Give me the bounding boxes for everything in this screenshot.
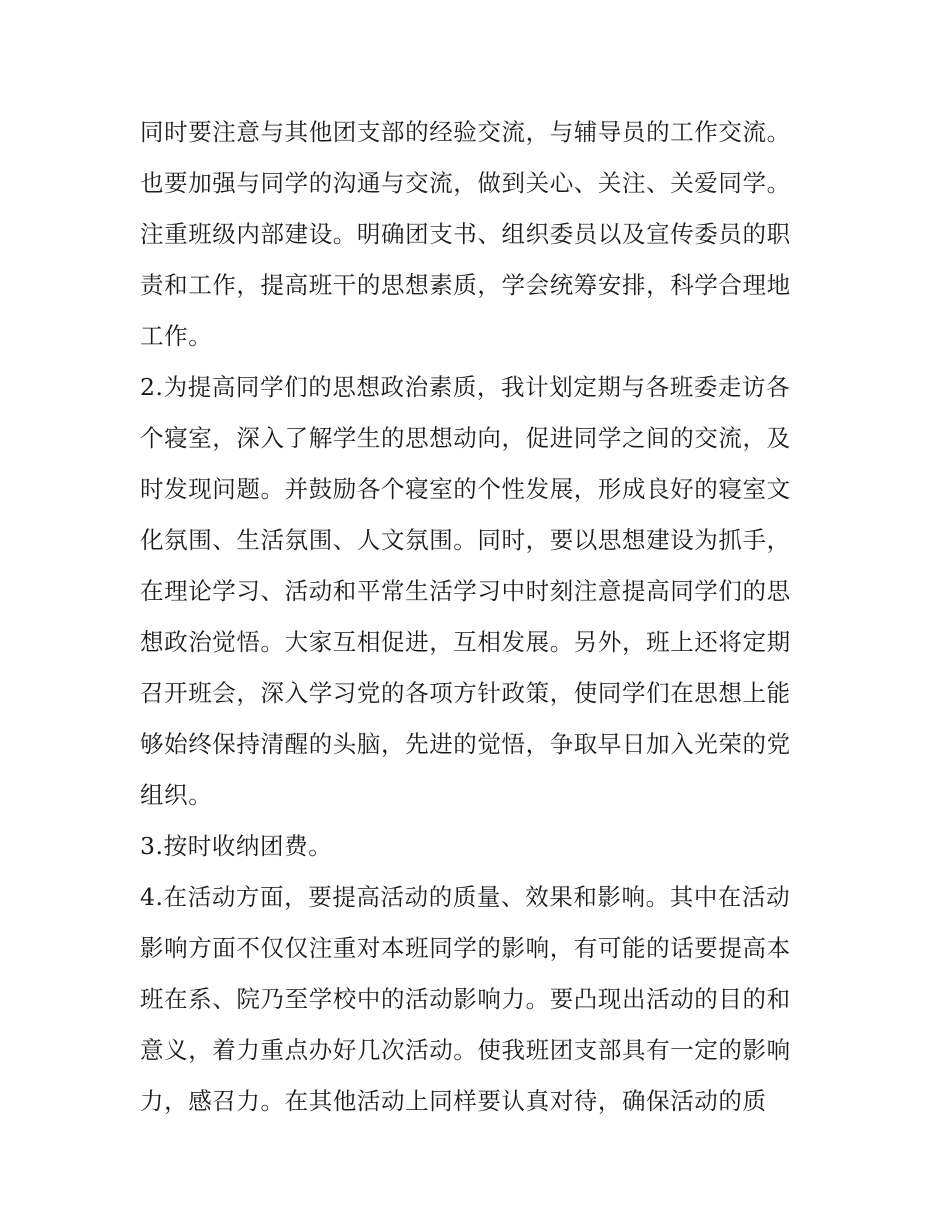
- text-line: 意义，着力重点办好几次活动。使我班团支部具有一定的影响: [140, 1036, 791, 1064]
- text-line: 3.按时收纳团费。: [140, 832, 333, 860]
- text-line: 责和工作，提高班干的思想素质，学会统筹安排，科学合理地: [140, 271, 791, 299]
- text-line: 在理论学习、活动和平常生活学习中时刻注意提高同学们的思: [140, 577, 791, 605]
- text-line: 注重班级内部建设。明确团支书、组织委员以及宣传委员的职: [140, 220, 791, 248]
- text-line: 力，感召力。在其他活动上同样要认真对待，确保活动的质: [140, 1087, 767, 1115]
- body-text: [140, 107, 820, 1127]
- text-line: 化氛围、生活氛围、人文氛围。同时，要以思想建设为抓手，: [140, 526, 791, 554]
- text-line: 同时要注意与其他团支部的经验交流，与辅导员的工作交流。: [140, 118, 791, 146]
- text-line: 时发现问题。并鼓励各个寝室的个性发展，形成良好的寝室文: [140, 475, 791, 503]
- text-line: 个寝室，深入了解学生的思想动向，促进同学之间的交流，及: [140, 424, 791, 452]
- text-line: 想政治觉悟。大家互相促进，互相发展。另外，班上还将定期: [140, 628, 791, 656]
- text-line: 组织。: [140, 781, 213, 809]
- text-line: 也要加强与同学的沟通与交流，做到关心、关注、关爱同学。: [140, 169, 791, 197]
- text-line: 影响方面不仅仅注重对本班同学的影响，有可能的话要提高本: [140, 934, 791, 962]
- text-line: 够始终保持清醒的头脑，先进的觉悟，争取早日加入光荣的党: [140, 730, 791, 758]
- text-line: 2.为提高同学们的思想政治素质，我计划定期与各班委走访各: [140, 373, 791, 401]
- text-line: 班在系、院乃至学校中的活动影响力。要凸现出活动的目的和: [140, 985, 791, 1013]
- text-line: 召开班会，深入学习党的各项方针政策，使同学们在思想上能: [140, 679, 791, 707]
- text-line: 工作。: [140, 322, 213, 350]
- text-line: 4.在活动方面，要提高活动的质量、效果和影响。其中在活动: [140, 883, 791, 911]
